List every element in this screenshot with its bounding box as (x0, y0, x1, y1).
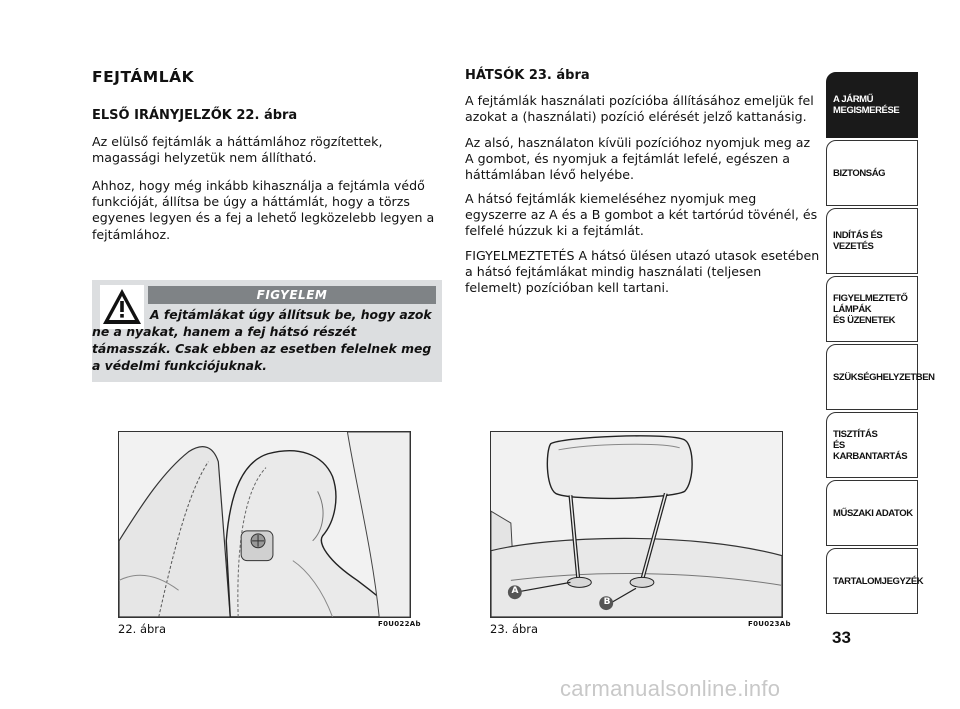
tab-vehicle-overview[interactable]: A JÁRMŰ MEGISMERÉSE (826, 72, 918, 138)
front-headrests-heading: ELSŐ IRÁNYJELZŐK 22. ábra (92, 108, 298, 123)
rear-headrests-para-1: A fejtámlák használati pozícióba állításához emeljük fel azokat a (használati) pozíció elérését jelző kattanásig. (465, 93, 814, 125)
tab-technical-data[interactable]: MŰSZAKI ADATOK (826, 480, 918, 546)
tab-maintenance[interactable]: TISZTÍTÁS ÉS KARBANTARTÁS (826, 412, 918, 478)
rear-headrests-warning-para: FIGYELMEZTETÉS A hátsó ülésen utazó utasok esetében a hátsó fejtámlákat mindig használati (teljesen felemelt) pozícióban kell tartani. (465, 248, 820, 296)
tab-starting-driving[interactable]: INDÍTÁS ÉS VEZETÉS (826, 208, 918, 274)
figure-23-caption: 23. ábra (490, 622, 539, 636)
warning-header: FIGYELEM (148, 286, 436, 304)
front-headrests-para-2: Ahhoz, hogy még inkább kihasználja a fejtámla védő funkcióját, állítsa be úgy a háttámlát, hogy a törzs egyenes legyen és a fej a lehető legközelebb legyen a fejtámlához. (92, 178, 435, 242)
figure-22-caption: 22. ábra (118, 622, 167, 636)
figure-22-front-headrest (118, 431, 411, 618)
tab-emergency[interactable]: SZÜKSÉGHELYZETBEN (826, 344, 918, 410)
watermark-text: carmanualsonline.info (560, 676, 781, 701)
rear-headrests-para-3: A hátsó fejtámlák kiemeléséhez nyomjuk meg egyszerre az A és a B gombot a két tartórúd tövénél, és felfelé húzzuk ki a fejtámlát. (465, 191, 818, 239)
tab-warning-lights[interactable]: FIGYELMEZTETŐ LÁMPÁK ÉS ÜZENETEK (826, 276, 918, 342)
button-a-label: A (511, 586, 519, 596)
tab-safety[interactable]: BIZTONSÁG (826, 140, 918, 206)
page-number: 33 (832, 628, 851, 647)
rear-headrests-heading: HÁTSÓK 23. ábra (465, 68, 590, 83)
button-b-label: B (603, 597, 611, 607)
front-headrests-para-1: Az elülső fejtámlák a háttámlához rögzítettek, magassági helyzetük nem állítható. (92, 134, 383, 166)
figure-23-rear-headrest (490, 431, 783, 618)
tab-index[interactable]: TARTALOMJEGYZÉK (826, 548, 918, 614)
warning-body (92, 306, 438, 374)
rear-headrests-para-2: Az alsó, használaton kívüli pozícióhoz nyomjuk meg az A gombot, és nyomjuk a fejtámlát lefelé, egészen a háttámlában lévő helyébe. (465, 135, 811, 183)
warning-text: A fejtámlákat úgy állítsuk be, hogy azok ne a nyakat, hanem a fej hátsó részét támasszák. Csak ebben az esetben felelnek meg a védelmi funkciójuknak. (92, 307, 432, 373)
section-title: FEJTÁMLÁK (92, 68, 195, 86)
chapter-tabs (826, 72, 935, 616)
warning-box (92, 280, 442, 382)
figure-22-code: F0U022Ab (378, 620, 421, 628)
figure-23-code: F0U023Ab (748, 620, 791, 628)
